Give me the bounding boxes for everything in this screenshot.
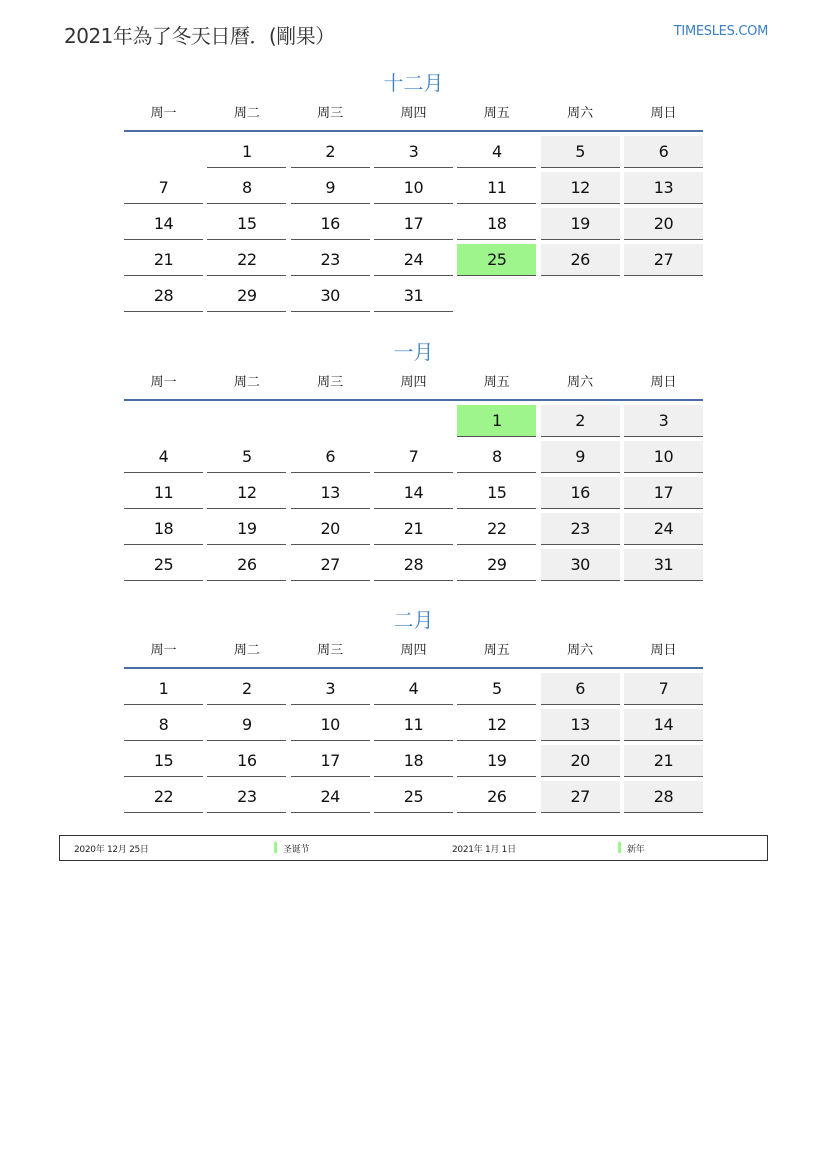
weekday-label: 周二 — [233, 643, 260, 658]
day-cell: 7 — [124, 172, 203, 204]
weekday-label: 周五 — [483, 375, 510, 390]
empty-day-cell — [374, 405, 453, 436]
day-cell: 28 — [124, 280, 203, 312]
weekday-label: 周五 — [483, 643, 510, 658]
week-row — [124, 280, 703, 316]
day-cell: 25 — [124, 549, 203, 581]
day-cell: 8 — [457, 441, 536, 473]
day-cell: 16 — [541, 477, 620, 509]
day-cell: 9 — [207, 709, 286, 741]
day-cell: 4 — [457, 136, 536, 168]
weekday-header — [124, 102, 703, 132]
day-cell: 1 — [207, 136, 286, 168]
day-cell: 22 — [457, 513, 536, 545]
week-row — [124, 244, 703, 280]
day-cell: 30 — [291, 280, 370, 312]
day-cell: 17 — [624, 477, 703, 509]
weeks — [124, 136, 703, 316]
day-cell: 24 — [624, 513, 703, 545]
weekday-label: 周日 — [650, 375, 677, 390]
day-cell: 13 — [291, 477, 370, 509]
day-cell: 3 — [291, 673, 370, 705]
day-cell: 23 — [207, 781, 286, 813]
day-cell: 27 — [541, 781, 620, 813]
day-cell: 31 — [374, 280, 453, 312]
day-cell: 21 — [374, 513, 453, 545]
day-cell: 3 — [374, 136, 453, 168]
day-cell: 2 — [291, 136, 370, 168]
day-cell: 21 — [624, 745, 703, 777]
day-cell: 8 — [207, 172, 286, 204]
weeks — [124, 405, 703, 585]
weekday-label: 周日 — [650, 643, 677, 658]
day-cell: 2 — [541, 405, 620, 437]
day-cell: 14 — [624, 709, 703, 741]
day-cell: 19 — [207, 513, 286, 545]
weekday-header — [124, 371, 703, 401]
weekday-label: 周一 — [150, 106, 177, 121]
weekday-label: 周四 — [400, 643, 427, 658]
weekday-label: 周三 — [317, 643, 344, 658]
legend-holiday-name: 圣诞节 — [283, 845, 310, 855]
day-cell: 1 — [457, 405, 536, 437]
day-cell: 29 — [207, 280, 286, 312]
day-cell: 28 — [374, 549, 453, 581]
empty-day-cell — [291, 405, 370, 436]
day-cell: 25 — [374, 781, 453, 813]
day-cell: 6 — [624, 136, 703, 168]
day-cell: 11 — [124, 477, 203, 509]
month-name: 十二月 — [383, 71, 444, 95]
day-cell: 21 — [124, 244, 203, 276]
day-cell: 23 — [541, 513, 620, 545]
day-cell: 25 — [457, 244, 536, 276]
empty-day-cell — [207, 405, 286, 436]
day-cell: 23 — [291, 244, 370, 276]
day-cell: 10 — [624, 441, 703, 473]
week-row — [124, 441, 703, 477]
week-row — [124, 172, 703, 208]
weekday-header — [124, 639, 703, 669]
month-name: 二月 — [393, 608, 434, 632]
day-cell: 11 — [374, 709, 453, 741]
week-row — [124, 477, 703, 513]
day-cell: 12 — [541, 172, 620, 204]
day-cell: 17 — [374, 208, 453, 240]
day-cell: 27 — [291, 549, 370, 581]
weekday-label: 周一 — [150, 375, 177, 390]
empty-day-cell — [124, 136, 203, 167]
weekday-label: 周六 — [567, 375, 594, 390]
day-cell: 8 — [124, 709, 203, 741]
week-row — [124, 136, 703, 172]
month-calendar — [124, 605, 703, 817]
day-cell: 26 — [207, 549, 286, 581]
day-cell: 4 — [374, 673, 453, 705]
day-cell: 7 — [374, 441, 453, 473]
legend-date: 2020年 12月 25日 — [74, 845, 149, 855]
day-cell: 15 — [457, 477, 536, 509]
day-cell: 31 — [624, 549, 703, 581]
empty-day-cell — [624, 280, 703, 311]
day-cell: 22 — [124, 781, 203, 813]
day-cell: 20 — [624, 208, 703, 240]
day-cell: 14 — [124, 208, 203, 240]
day-cell: 18 — [374, 745, 453, 777]
holiday-color-swatch — [274, 842, 277, 853]
holiday-legend — [59, 835, 768, 861]
day-cell: 12 — [207, 477, 286, 509]
day-cell: 20 — [541, 745, 620, 777]
weekday-label: 周三 — [317, 375, 344, 390]
day-cell: 20 — [291, 513, 370, 545]
day-cell: 5 — [541, 136, 620, 168]
day-cell: 24 — [291, 781, 370, 813]
week-row — [124, 405, 703, 441]
week-row — [124, 673, 703, 709]
day-cell: 4 — [124, 441, 203, 473]
site-link[interactable]: TIMESLES.COM — [673, 24, 768, 39]
day-cell: 5 — [457, 673, 536, 705]
day-cell: 26 — [541, 244, 620, 276]
day-cell: 16 — [207, 745, 286, 777]
empty-day-cell — [124, 405, 203, 436]
weekday-label: 周二 — [233, 106, 260, 121]
week-row — [124, 208, 703, 244]
weekday-label: 周一 — [150, 643, 177, 658]
day-cell: 18 — [124, 513, 203, 545]
day-cell: 12 — [457, 709, 536, 741]
day-cell: 22 — [207, 244, 286, 276]
day-cell: 14 — [374, 477, 453, 509]
weekday-label: 周五 — [483, 106, 510, 121]
day-cell: 16 — [291, 208, 370, 240]
day-cell: 9 — [541, 441, 620, 473]
day-cell: 11 — [457, 172, 536, 204]
day-cell: 30 — [541, 549, 620, 581]
legend-holiday-name: 新年 — [627, 845, 645, 855]
week-row — [124, 781, 703, 817]
weekday-label: 周二 — [233, 375, 260, 390]
day-cell: 27 — [624, 244, 703, 276]
day-cell: 3 — [624, 405, 703, 437]
day-cell: 17 — [291, 745, 370, 777]
weeks — [124, 673, 703, 817]
day-cell: 5 — [207, 441, 286, 473]
week-row — [124, 745, 703, 781]
day-cell: 28 — [624, 781, 703, 813]
day-cell: 19 — [457, 745, 536, 777]
empty-day-cell — [457, 280, 536, 311]
day-cell: 9 — [291, 172, 370, 204]
page-title: 2021年為了冬天日曆．(剛果） — [64, 24, 335, 48]
day-cell: 2 — [207, 673, 286, 705]
day-cell: 10 — [291, 709, 370, 741]
day-cell: 19 — [541, 208, 620, 240]
legend-date: 2021年 1月 1日 — [452, 845, 516, 855]
day-cell: 13 — [624, 172, 703, 204]
month-calendar — [124, 68, 703, 316]
day-cell: 29 — [457, 549, 536, 581]
weekday-label: 周六 — [567, 643, 594, 658]
weekday-label: 周四 — [400, 106, 427, 121]
weekday-label: 周四 — [400, 375, 427, 390]
weekday-label: 周六 — [567, 106, 594, 121]
day-cell: 18 — [457, 208, 536, 240]
day-cell: 6 — [541, 673, 620, 705]
empty-day-cell — [541, 280, 620, 311]
day-cell: 15 — [124, 745, 203, 777]
week-row — [124, 709, 703, 745]
holiday-color-swatch — [618, 842, 621, 853]
day-cell: 1 — [124, 673, 203, 705]
day-cell: 10 — [374, 172, 453, 204]
month-calendar — [124, 337, 703, 585]
day-cell: 24 — [374, 244, 453, 276]
day-cell: 6 — [291, 441, 370, 473]
week-row — [124, 549, 703, 585]
weekday-label: 周日 — [650, 106, 677, 121]
month-name: 一月 — [393, 340, 434, 364]
day-cell: 26 — [457, 781, 536, 813]
weekday-label: 周三 — [317, 106, 344, 121]
day-cell: 13 — [541, 709, 620, 741]
day-cell: 7 — [624, 673, 703, 705]
week-row — [124, 513, 703, 549]
day-cell: 15 — [207, 208, 286, 240]
